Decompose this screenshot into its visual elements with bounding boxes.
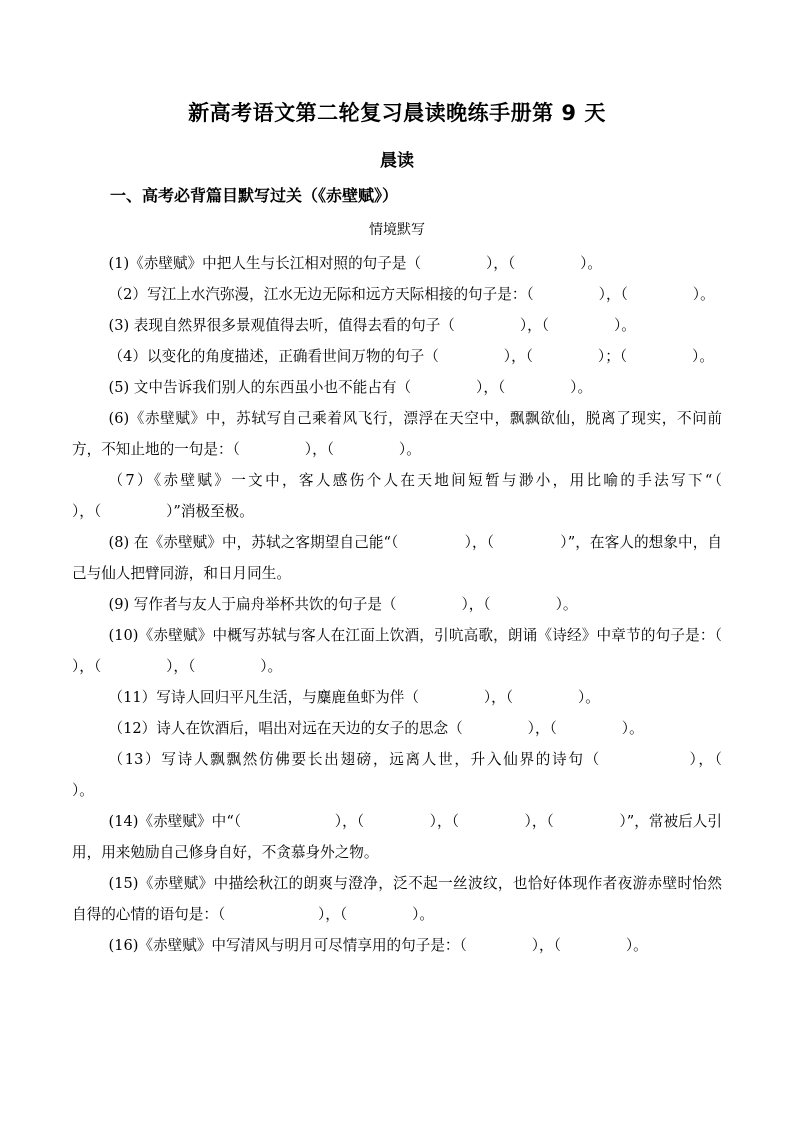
question-item: （11）写诗人回归平凡生活，与麋鹿鱼虾为伴（ ），（ ）。 [108,689,600,706]
question-item: （2）写江上水汽弥漫，江水无边无际和远方天际相接的句子是：（ ），（ ）。 [108,286,715,303]
question-list [72,248,787,961]
section-heading: 一、高考必背篇目默写过关（《赤壁赋》） [110,186,399,205]
question-item: (5) 文中告诉我们别人的东西虽小也不能占有（ ），（ ）。 [108,379,593,396]
question-item: (14)《赤壁赋》中“（ ），（ ），（ ），（ ）”，常被后人引用，用来勉励自己修身自好，不贪慕身外之物。 [72,813,722,861]
question-item: (1)《赤壁赋》中把人生与长江相对照的句子是（ ），（ ）。 [108,255,603,272]
sub-label: 情境默写 [369,222,425,238]
question-item: (9) 写作者与友人于扁舟举杯共饮的句子是（ ），（ ）。 [108,596,578,613]
question-item: （4）以变化的角度描述，正确看世间万物的句子（ ），（ ）；（ ）。 [108,348,714,365]
question-item: （13）写诗人飘飘然仿佛要长出翅磅，远离人世，升入仙界的诗句（ ），（ ）。 [72,751,787,799]
page-subtitle: 晨读 [380,151,414,171]
question-item: (8) 在《赤壁赋》中，苏轼之客期望自己能“（ ），（ ）”，在客人的想象中，自己与仙人把臂同游，和日月同生。 [72,534,722,582]
question-item: (6)《赤壁赋》中，苏轼写自己乘着风飞行，漂浮在天空中，飘飘欲仙，脱离了现实，不问前方，不知止地的一句是：（ ），（ ）。 [72,410,722,458]
question-item: (16)《赤壁赋》中写清风与明月可尽情享用的句子是：（ ），（ ）。 [108,937,648,954]
question-item: (15)《赤壁赋》中描绘秋江的朗爽与澄净，泛不起一丝波纹，也恰好体现作者夜游赤壁时怡然自得的心情的语句是：（ ），（ ）。 [72,875,722,923]
question-item: (3) 表现自然界很多景观值得去听，值得去看的句子（ ），（ ）。 [108,317,636,334]
question-item: （7）《赤壁赋》一文中，客人感伤个人在天地间短暂与渺小，用比喻的手法写下“（ ），（ ）”消极至极。 [72,472,787,520]
page-title: 新高考语文第二轮复习晨读晚练手册第 9 天 [188,101,606,125]
question-item: （12）诗人在饮酒后，唱出对远在天边的女子的思念（ ），（ ）。 [108,720,644,737]
question-item: (10)《赤壁赋》中概写苏轼与客人在江面上饮酒，引吭高歌，朗诵《诗经》中章节的句子是：（ ），（ ），（ ）。 [72,627,787,675]
